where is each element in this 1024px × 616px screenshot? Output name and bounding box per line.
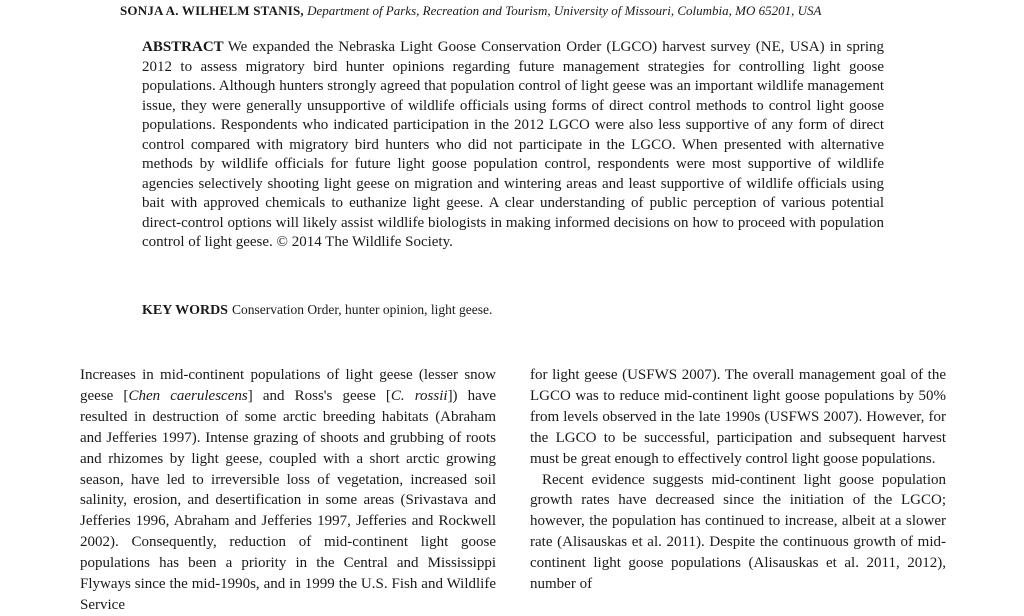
abstract — [142, 38, 884, 253]
species-name: C. rossii — [390, 387, 448, 404]
keywords — [142, 300, 884, 320]
keywords-text: Conservation Order, hunter opinion, light geese. — [231, 302, 493, 317]
body-text: Increases in mid-continent populations of light geese (lesser snow geese [ — [80, 367, 496, 404]
species-name: Chen caerulescens — [128, 387, 248, 404]
abstract-label: ABSTRACT — [142, 39, 224, 55]
body-left-column — [80, 365, 496, 616]
body-right-column — [530, 365, 946, 595]
body-text: ]) have resulted in destruction of some arctic breeding habitats (Abraham and Jefferies 1997). Intense grazing of shoots and grubbing of roots and rhizomes by light geese, coupled with a short arctic growing season, have led to irreversible loss of vegetation, increased soil salinity, erosion, and desertification in some areas (Srivastava and Jefferies 1996, Abraham and Jefferies 1997, Jefferies and Rockwell 2002). Consequently, reduction of mid-continent light goose populations has been a priority in the Central and Mississippi Flyways since the mid-1990s, and in 1999 the U.S. Fish and Wildlife Service — [80, 387, 496, 613]
keywords-label: KEY WORDS — [142, 303, 228, 318]
body-paragraph: for light geese (USFWS 2007). The overall management goal of the LGCO was to reduce mid-continent light goose populations by 50% from levels observed in the late 1990s (USFWS 2007). However, for the LGCO to be successful, participation and subsequent harvest must be great enough to effectively control light goose populations. — [530, 367, 946, 467]
author-affiliation: Department of Parks, Recreation and Tourism, University of Missouri, Columbia, MO 65201, USA — [307, 3, 822, 18]
body-text: ] and Ross's geese [ — [247, 387, 391, 404]
abstract-text: We expanded the Nebraska Light Goose Conservation Order (LGCO) harvest survey (NE, USA) in spring 2012 to assess migratory bird hunter opinions regarding future management strategies for controlling light goose populations. Although hunters strongly agreed that population control of light geese was an important wildlife management issue, they were generally unsupportive of wildlife officials using forms of direct control methods to control light goose populations. Respondents who indicated participation in the 2012 LGCO were also less supportive of any form of direct control compared with migratory bird hunters who did not participate in the LGCO. When presented with alternative methods by wildlife officials for future light goose population control, respondents were most supportive of wildlife agencies selectively shooting light geese on migration and wintering areas and least supportive of wildlife officials using bait with approved chemicals to euthanize light geese. A clear understanding of public perception of various potential direct-control options will likely assist wildlife biologists in making informed decisions on how to proceed with population control of light geese. © 2014 The Wildlife Society. — [142, 39, 884, 251]
body-paragraph — [80, 365, 496, 616]
author-name: SONJA A. WILHELM STANIS, — [120, 3, 304, 18]
body-paragraph: Recent evidence suggests mid-continent light goose population growth rates have decreased since the initiation of the LGCO; however, the population has continued to increase, albeit at a slower rate (Alisauskas et al. 2011). Despite the continuous growth of mid-continent light goose populations (Alisauskas et al. 2011, 2012), number of — [530, 471, 946, 593]
author-line — [120, 2, 920, 20]
